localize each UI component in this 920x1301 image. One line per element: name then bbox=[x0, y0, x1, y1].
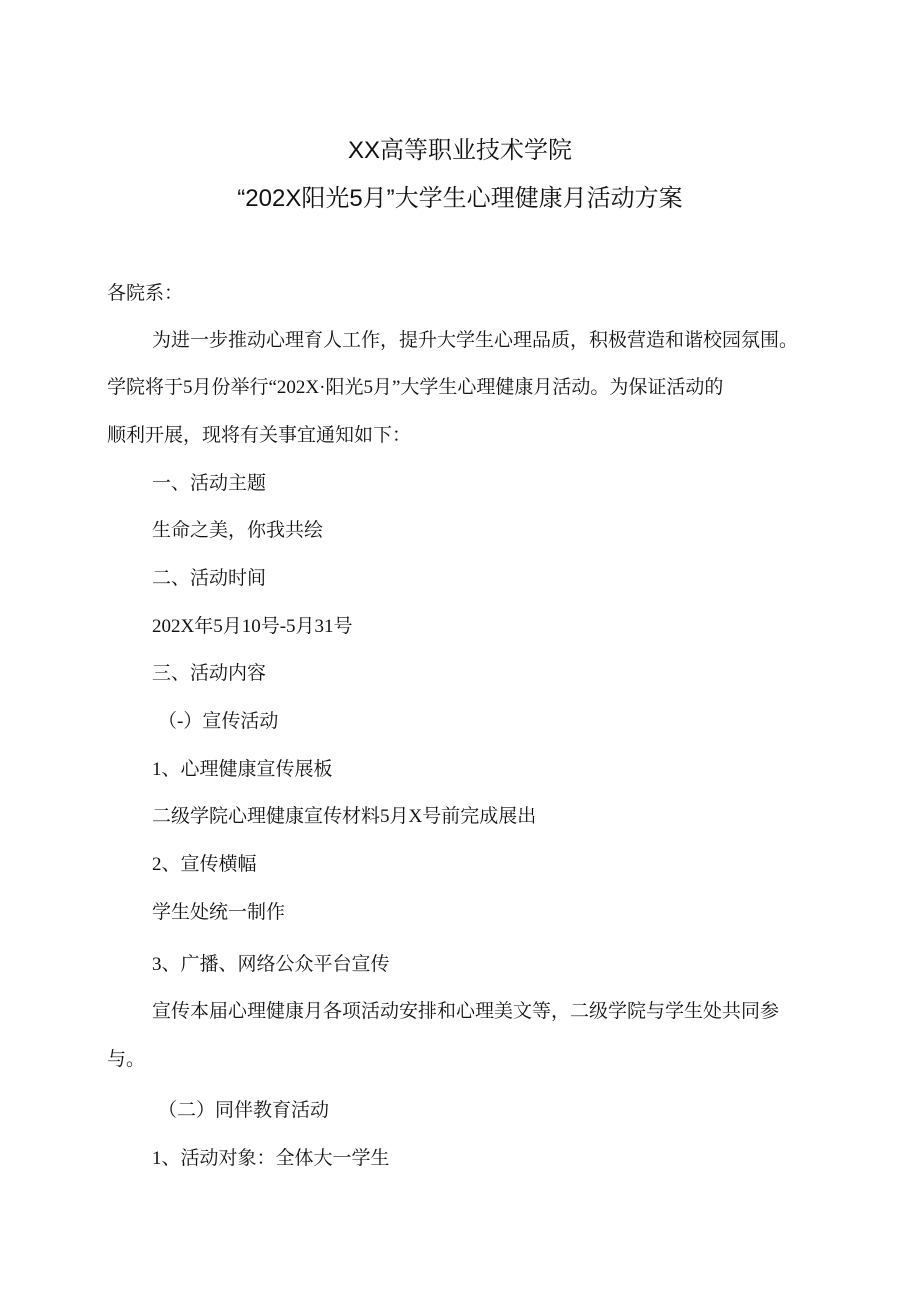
document-title-school: XX高等职业技术学院 bbox=[347, 137, 572, 164]
item-heading-broadcast: 3、广播、网络公众平台宣传 bbox=[152, 954, 390, 975]
item-heading-target-audience: 1、活动对象：全体大一学生 bbox=[152, 1148, 390, 1169]
item-content-banner: 学生处统一制作 bbox=[152, 902, 286, 923]
section-heading-theme: 一、活动主题 bbox=[152, 473, 267, 494]
section-heading-content: 三、活动内容 bbox=[152, 663, 267, 684]
subsection-heading-peer-education: （二）同伴教育活动 bbox=[158, 1100, 330, 1121]
intro-paragraph-line: 顺利开展，现将有关事宜通知如下： bbox=[107, 425, 412, 446]
salutation: 各院系： bbox=[107, 283, 184, 304]
section-heading-time: 二、活动时间 bbox=[152, 568, 267, 589]
intro-paragraph-line: 学院将于5月份举行“202X·阳光5月”大学生心理健康月活动。为保证活动的 bbox=[107, 377, 724, 398]
subsection-heading-publicity: （-）宣传活动 bbox=[158, 711, 279, 732]
intro-paragraph-line: 为进一步推动心理育人工作，提升大学生心理品质，积极营造和谐校园氛围。 bbox=[152, 330, 799, 351]
item-heading-display-board: 1、心理健康宣传展板 bbox=[152, 759, 333, 780]
section-content-theme: 生命之美，你我共绘 bbox=[152, 520, 324, 541]
document-title-plan: “202X阳光5月”大学生心理健康月活动方案 bbox=[237, 185, 683, 212]
item-content-display-board: 二级学院心理健康宣传材料5月X号前完成展出 bbox=[152, 806, 537, 827]
section-content-time: 202X年5月10号-5月31号 bbox=[152, 616, 353, 637]
item-heading-banner: 2、宣传横幅 bbox=[152, 854, 257, 875]
item-content-broadcast-line: 宣传本届心理健康月各项活动安排和心理美文等，二级学院与学生处共同参 bbox=[152, 1001, 780, 1022]
item-content-broadcast-line: 与。 bbox=[107, 1049, 146, 1070]
